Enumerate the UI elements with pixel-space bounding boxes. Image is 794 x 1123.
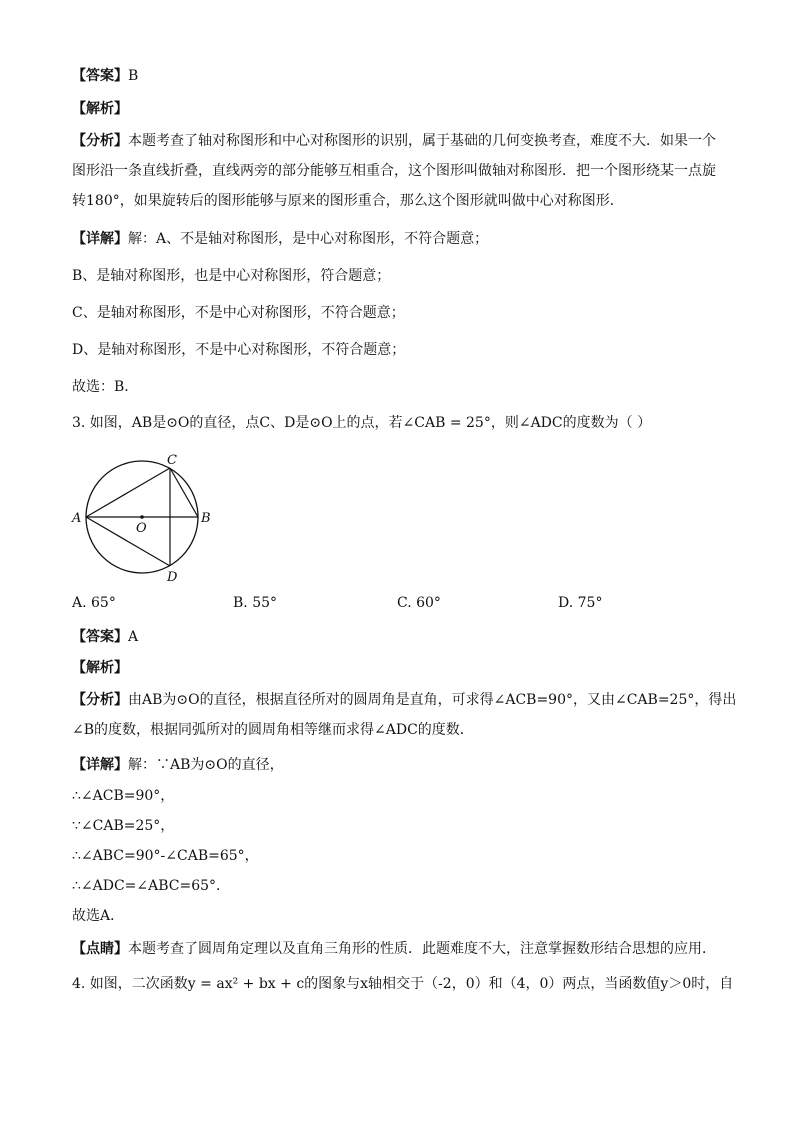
option-d: D. 75°: [558, 595, 603, 611]
q2-detail-line-2: B、是轴对称图形，也是中心对称图形，符合题意；: [72, 268, 391, 284]
q4-stem: 4. 如图，二次函数y = ax² + bx + c的图象与x轴相交于（-2，0）和（4，0）两点，当函数值y＞0时，自: [72, 976, 734, 992]
q2-detail-line-1: [72, 229, 488, 249]
circle-diagram: [70, 450, 220, 590]
option-a: A. 65°: [72, 595, 116, 611]
q3-detail-line-3: ∵∠CAB=25°，: [72, 818, 175, 834]
fenxi-text: 本题考查了轴对称图形和中心对称图形的识别，属于基础的几何变换考查，难度不大．如果一个: [128, 133, 716, 149]
label-c: C: [167, 453, 177, 468]
label-d: D: [167, 570, 178, 585]
detail-text: 解：A、不是轴对称图形，是中心对称图形，不符合题意；: [128, 231, 489, 247]
q3-detail-line-2: ∴∠ACB=90°，: [72, 788, 175, 804]
fenxi-tag: 【分析】: [72, 133, 128, 149]
detail-tag: 【详解】: [72, 757, 128, 773]
q2-fenxi-line-3: 转180°，如果旋转后的图形能够与原来的图形重合，那么这个图形就叫做中心对称图形．: [72, 193, 624, 209]
q2-choose-line: 故选：B．: [72, 379, 139, 395]
option-b: B. 55°: [233, 595, 278, 611]
q3-choose-line: 故选A．: [72, 908, 125, 924]
detail-tag: 【详解】: [72, 231, 128, 247]
q2-detail-line-4: D、是轴对称图形，不是中心对称图形，不符合题意；: [72, 342, 406, 358]
answer-value: A: [128, 629, 139, 645]
q3-stem: 3. 如图，AB是⊙O的直径，点C、D是⊙O上的点，若∠CAB = 25°，则∠ADC的度数为（ ）: [72, 415, 652, 431]
q2-answer-line: [72, 66, 138, 86]
q2-analysis-tag: 【解析】: [72, 101, 128, 117]
fenxi-text: 由AB为⊙O的直径，根据直径所对的圆周角是直角，可求得∠ACB=90°，又由∠CAB=25°，得出: [128, 692, 737, 708]
q2-fenxi-line-2: 图形沿一条直线折叠，直线两旁的部分能够互相重合，这个图形叫做轴对称图形．把一个图形绕某一点旋: [72, 163, 716, 179]
dianjing-tag: 【点睛】: [72, 941, 128, 957]
answer-tag: 【答案】: [72, 68, 128, 84]
answer-tag: 【答案】: [72, 629, 128, 645]
q3-detail-line-1: [72, 755, 284, 775]
label-b: B: [201, 511, 211, 526]
q2-detail-line-3: C、是轴对称图形，不是中心对称图形，不符合题意；: [72, 305, 405, 321]
label-a: A: [72, 511, 82, 526]
label-o: O: [136, 521, 147, 536]
dianjing-text: 本题考查了圆周角定理以及直角三角形的性质．此题难度不大，注意掌握数形结合思想的应用．: [128, 941, 716, 957]
chord-ac: [86, 468, 170, 517]
q3-fenxi-line-2: ∠B的度数，根据同弧所对的圆周角相等继而求得∠ADC的度数．: [72, 722, 474, 738]
option-c: C. 60°: [397, 595, 441, 611]
q3-fenxi-line-1: [72, 690, 736, 710]
chord-cb: [170, 468, 198, 517]
detail-text: 解：∵AB为⊙O的直径，: [128, 757, 284, 773]
chord-ad: [86, 517, 170, 566]
answer-value: B: [128, 68, 139, 84]
center-point: [140, 515, 144, 519]
q3-answer-line: [72, 627, 138, 647]
q3-detail-line-4: ∴∠ABC=90°-∠CAB=65°，: [72, 848, 259, 864]
q3-analysis-tag: 【解析】: [72, 660, 128, 676]
fenxi-tag: 【分析】: [72, 692, 128, 708]
q2-fenxi-line-1: [72, 131, 716, 151]
q3-dianjing-line: [72, 939, 716, 959]
q3-detail-line-5: ∴∠ADC=∠ABC=65°．: [72, 878, 231, 894]
